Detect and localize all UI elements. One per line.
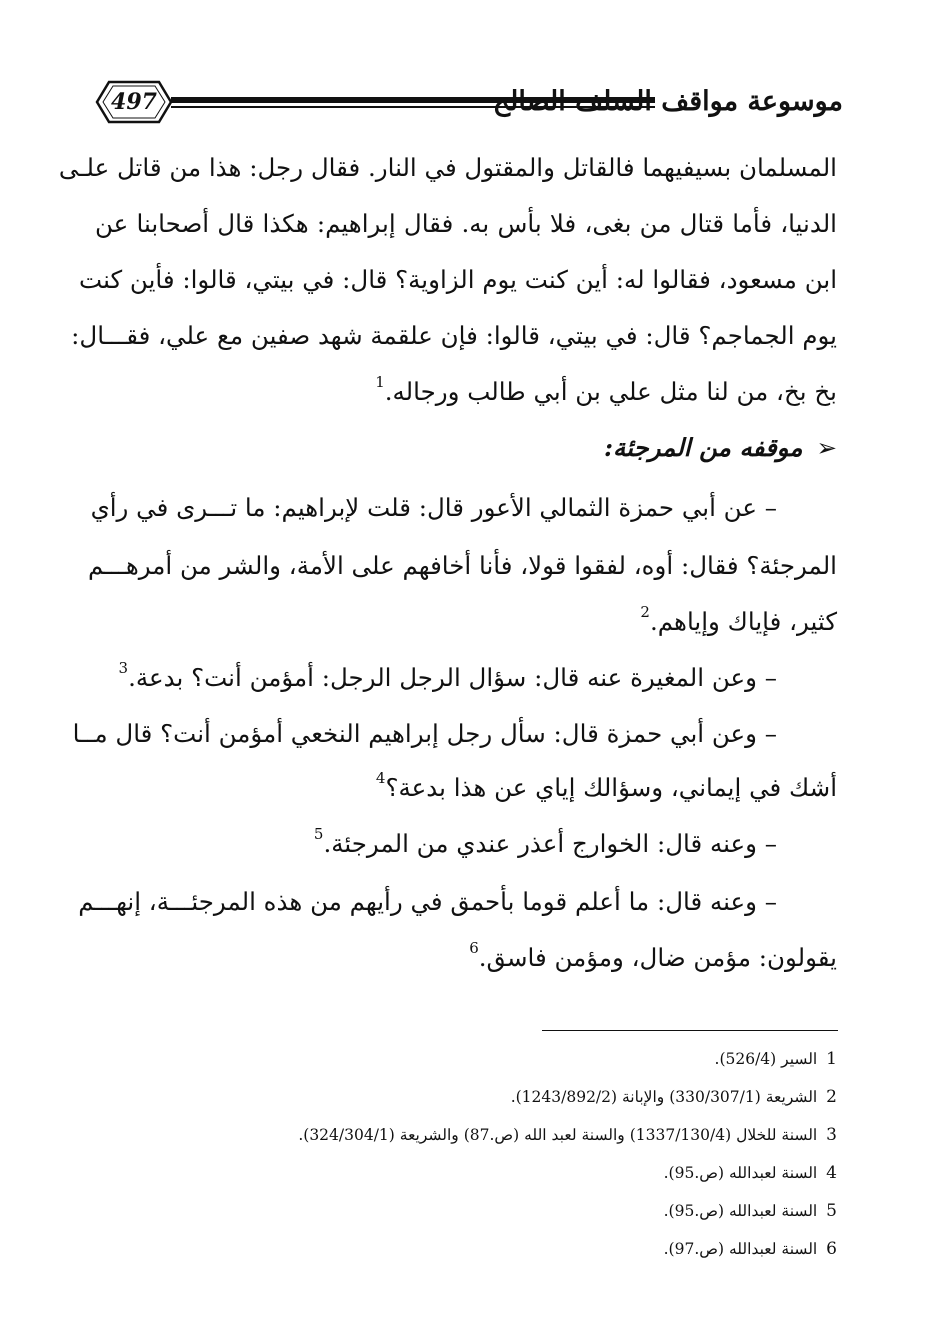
footnote-number: 3 [826,1125,837,1145]
footnote-number: 1 [826,1049,837,1069]
subheading-text: موقفه من المرجئة: [603,433,803,462]
footnote-text: السير (526/4). [714,1050,818,1068]
text-line-content: يقولون: مؤمن ضال، ومؤمن فاسق. [478,943,837,972]
footnote-text: الشريعة (330/307/1) والإبانة (1243/892/2). [510,1088,818,1106]
text-line: ابن مسعود، فقالوا له: أين كنت يوم الزاوية؟ قال: في بيتي، قالوا: فأين كنت [79,265,837,294]
text-line [95,768,837,808]
text-line: – وعنه قال: ما أعلم قوما بأحمق في رأيهم من هذه المرجئـــة، إنهـــم [78,887,777,916]
text-line: الدنيا، فأما قتال من بغى، فلا بأس به. فقال إبراهيم: هكذا قال أصحابنا عن [95,209,837,238]
footnote-number: 5 [826,1201,837,1221]
text-line [95,372,837,412]
footnote-text: السنة لعبدالله (ص.97). [663,1240,818,1258]
footnotes [200,1046,837,1276]
text-line [95,938,837,978]
text-line: يوم الجماجم؟ قال: في بيتي، قالوا: فإن علقمة شهد صفين مع علي، فقـــال: [71,321,837,350]
footnote-item [200,1236,837,1262]
main-text [58,148,837,1008]
footnote-ref: 5 [313,824,324,843]
footnote-number: 2 [826,1087,837,1107]
page-number-badge [95,80,173,124]
footnote-ref: 1 [375,372,385,391]
text-line: – وعن أبي حمزة قال: سأل رجل إبراهيم النخعي أمؤمن أنت؟ قال مــا [72,719,777,748]
footnote-text: السنة للخلال (1337/130/4) والسنة لعبد الله (ص.87) والشريعة (324/304/1). [298,1126,818,1144]
footnote-item [200,1122,837,1148]
arrow-bullet-icon: ➢ [816,433,837,462]
text-line [95,658,837,698]
text-line: المرجئة؟ فقال: أوه، لفقوا قولا، فأنا أخافهم على الأمة، والشر من أمرهـــم [87,551,837,580]
text-line: المسلمان بسيفيهما فالقاتل والمقتول في النار. فقال رجل: هذا من قاتل علـى [58,153,837,182]
section-subheading [95,428,837,468]
footnote-number: 4 [826,1163,837,1183]
footnote-ref: 3 [118,658,129,677]
footnote-text: السنة لعبدالله (ص.95). [663,1164,818,1182]
footnote-separator [542,1030,838,1031]
text-line-content: كثير، فإياك وإياهم. [649,607,837,636]
page-number: 497 [111,89,157,115]
footnote-number: 6 [826,1239,837,1259]
text-line [95,602,837,642]
footnote-item [200,1160,837,1186]
footnote-item [200,1046,837,1072]
book-title: موسوعة مواقف السلف الصالح [492,86,843,117]
footnote-item [200,1084,837,1110]
footnote-ref: 6 [469,938,479,957]
footnote-text: السنة لعبدالله (ص.95). [663,1202,818,1220]
footnote-ref: 2 [640,602,650,621]
page-header [95,72,843,132]
footnote-ref: 4 [375,768,386,787]
text-line-content: أشك في إيماني، وسؤالك إياي عن هذا بدعة؟ [385,773,837,802]
text-line [95,824,837,864]
text-line-content: – وعنه قال: الخوارج أعذر عندي من المرجئة. [323,829,777,858]
footnote-item [200,1198,837,1224]
text-line: – عن أبي حمزة الثمالي الأعور قال: قلت لإبراهيم: ما تـــرى في رأي [90,493,777,522]
text-line-content: – وعن المغيرة عنه قال: سؤال الرجل الرجل: أمؤمن أنت؟ بدعة. [128,663,777,692]
text-line-content: بخ بخ، من لنا مثل علي بن أبي طالب ورجاله. [384,377,837,406]
